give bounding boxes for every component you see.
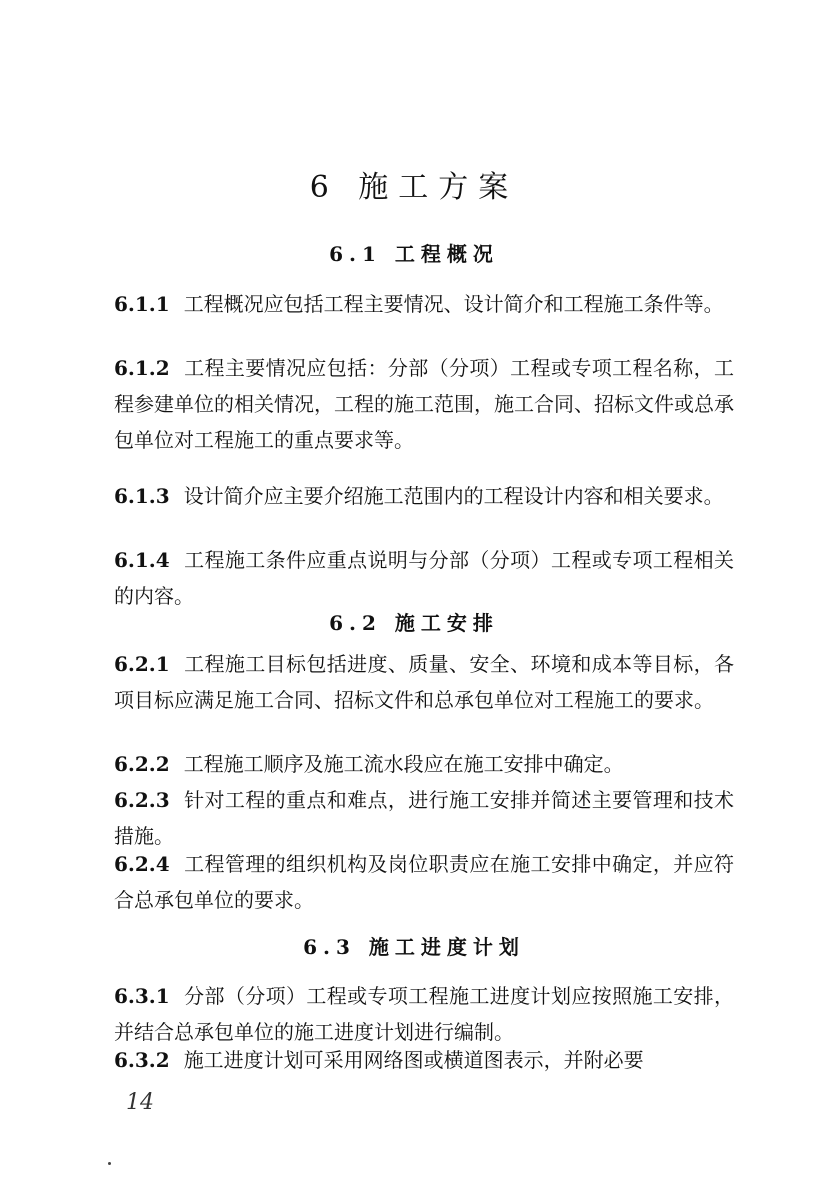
clause-number: 6.3.2 — [114, 1048, 170, 1072]
page-number: 14 — [126, 1090, 154, 1115]
clause-number: 6.1.3 — [114, 484, 170, 508]
clause-paragraph — [114, 1042, 734, 1078]
clause-text: 工程施工条件应重点说明与分部（分项）工程或专项工程相关的内容。 — [114, 548, 734, 608]
clause-text: 工程管理的组织机构及岗位职责应在施工安排中确定，并应符合总承包单位的要求。 — [114, 852, 734, 912]
clause-paragraph — [114, 782, 734, 854]
clause-paragraph — [114, 542, 734, 614]
clause-paragraph — [114, 478, 734, 514]
clause-text: 工程施工目标包括进度、质量、安全、环境和成本等目标，各项目标应满足施工合同、招标文件和总承包单位对工程施工的要求。 — [114, 652, 734, 712]
clause-number: 6.2.2 — [114, 752, 170, 776]
clause-text: 针对工程的重点和难点，进行施工安排并简述主要管理和技术措施。 — [114, 788, 734, 848]
clause-paragraph — [114, 846, 734, 918]
clause-text: 分部（分项）工程或专项工程施工进度计划应按照施工安排，并结合总承包单位的施工进度计划进行编制。 — [114, 984, 734, 1044]
clause-number: 6.1.4 — [114, 548, 170, 572]
clause-text: 施工进度计划可采用网络图或横道图表示，并附必要 — [183, 1048, 644, 1072]
clause-text: 工程主要情况应包括：分部（分项）工程或专项工程名称，工程参建单位的相关情况，工程的施工范围，施工合同、招标文件或总承包单位对工程施工的重点要求等。 — [114, 356, 734, 452]
section-title: 6.3 施工进度计划 — [303, 935, 525, 959]
clause-text: 工程施工顺序及施工流水段应在施工安排中确定。 — [183, 752, 624, 776]
clause-paragraph — [114, 978, 734, 1050]
section-title: 6.2 施工安排 — [329, 611, 499, 635]
clause-text: 设计简介应主要介绍施工范围内的工程设计内容和相关要求。 — [183, 484, 724, 508]
clause-number: 6.1.1 — [114, 292, 170, 316]
clause-paragraph — [114, 646, 734, 718]
clause-number: 6.3.1 — [114, 984, 170, 1008]
clause-paragraph — [114, 746, 734, 782]
clause-paragraph — [114, 350, 734, 458]
clause-paragraph — [114, 286, 734, 322]
clause-number: 6.2.3 — [114, 788, 170, 812]
chapter-title: 6 施工方案 — [309, 170, 519, 205]
section-title: 6.1 工程概况 — [329, 242, 499, 266]
clause-number: 6.1.2 — [114, 356, 170, 380]
clause-number: 6.2.4 — [114, 852, 170, 876]
clause-number: 6.2.1 — [114, 652, 170, 676]
scan-speck — [108, 1162, 111, 1165]
clause-text: 工程概况应包括工程主要情况、设计简介和工程施工条件等。 — [183, 292, 724, 316]
